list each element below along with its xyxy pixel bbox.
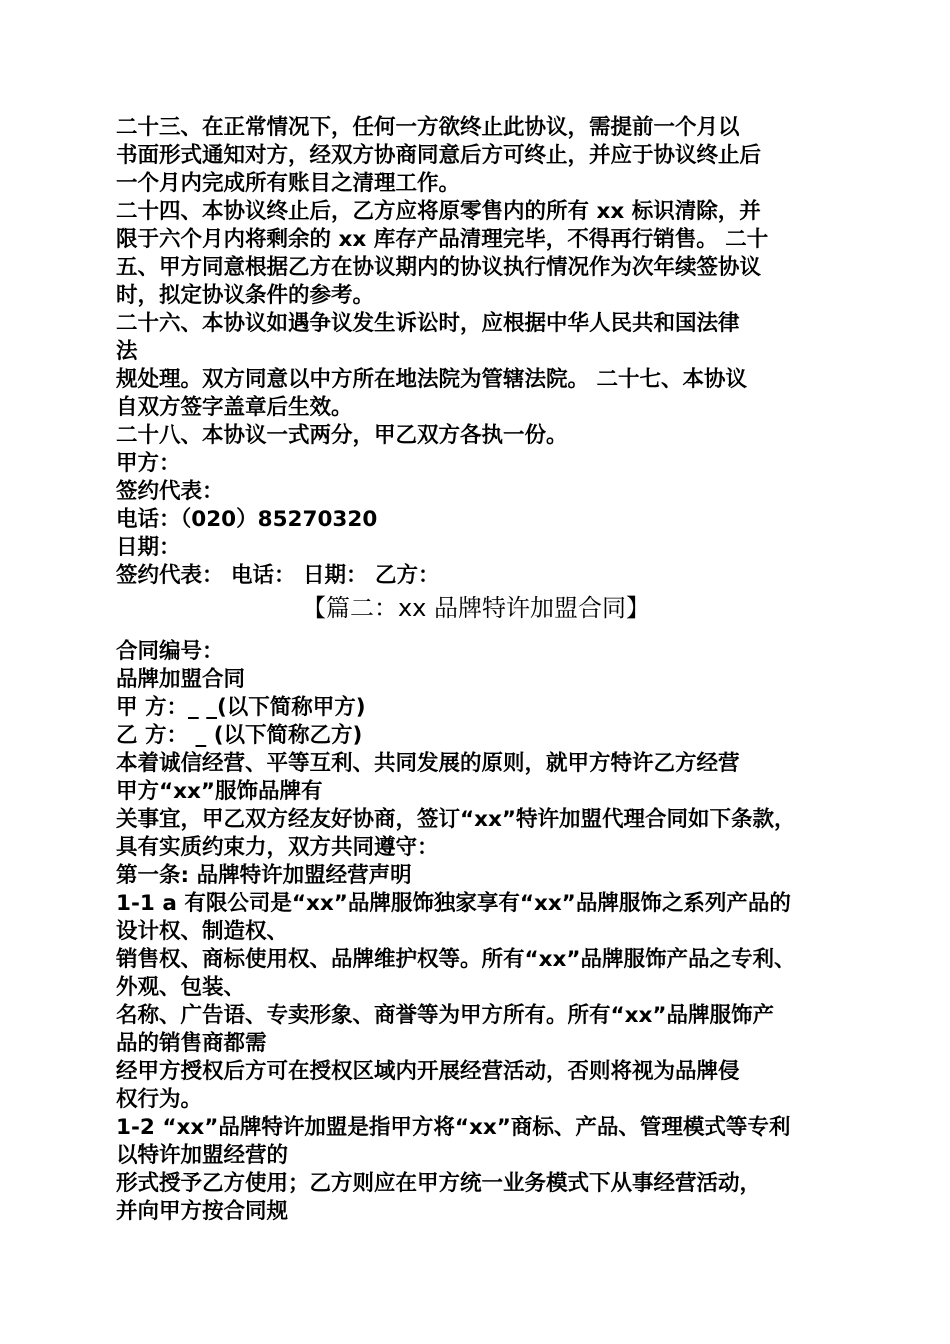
text-line: 1-1 a 有限公司是“xx”品牌服饰独家享有“xx”品牌服饰之系列产品的 — [116, 891, 791, 916]
text-line: 五、甲方同意根据乙方在协议期内的协议执行情况作为次年续签协议 — [116, 255, 762, 280]
text-line: 规处理。双方同意以中方所在地法院为管辖法院。 二十七、本协议 — [116, 367, 747, 392]
date-label: 日期： — [116, 535, 181, 560]
text-line: 具有实质约束力，双方共同遵守： — [116, 835, 439, 860]
text-line: 设计权、制造权、 — [116, 919, 289, 944]
text-line: 权行为。 — [116, 1087, 203, 1112]
contract-number-label: 合同编号： — [116, 639, 224, 664]
party-b-line: 乙 方： _ (以下简称乙方) — [116, 723, 363, 748]
signature-fields-line: 签约代表： 电话： 日期： 乙方： — [116, 563, 440, 588]
text-line: 书面形式通知对方，经双方协商同意后方可终止，并应于协议终止后 — [116, 143, 762, 168]
signing-representative-label: 签约代表： — [116, 479, 224, 504]
text-line: 并向甲方按合同规 — [116, 1199, 289, 1224]
text-line: 关事宜，甲乙双方经友好协商，签订“xx”特许加盟代理合同如下条款， — [116, 807, 796, 832]
text-line: 法 — [116, 339, 138, 364]
text-line: 二十三、在正常情况下，任何一方欲终止此协议，需提前一个月以 — [116, 115, 740, 140]
text-line: 以特许加盟经营的 — [116, 1143, 289, 1168]
text-line: 品的销售商都需 — [116, 1031, 267, 1056]
franchise-contract-section — [116, 638, 856, 1226]
contract-title: 品牌加盟合同 — [116, 667, 246, 692]
text-line: 本着诚信经营、平等互利、共同发展的原则，就甲方特许乙方经营 — [116, 751, 740, 776]
agreement-clauses-section — [116, 114, 856, 590]
text-line: 限于六个月内将剩余的 xx 库存产品清理完毕，不得再行销售。 二十 — [116, 227, 769, 252]
text-line: 自双方签字盖章后生效。 — [116, 395, 353, 420]
text-line: 二十四、本协议终止后，乙方应将原零售内的所有 xx 标识清除，并 — [116, 199, 761, 224]
section-heading: 【篇二：xx 品牌特许加盟合同】 — [301, 594, 651, 622]
text-line: 名称、广告语、专卖形象、商誉等为甲方所有。所有“xx”品牌服饰产 — [116, 1003, 774, 1028]
text-line: 一个月内完成所有账目之清理工作。 — [116, 171, 461, 196]
document-body — [116, 114, 856, 1226]
text-line: 经甲方授权后方可在授权区域内开展经营活动，否则将视为品牌侵 — [116, 1059, 740, 1084]
party-a-line: 甲 方：_ _(以下简称甲方) — [116, 695, 366, 720]
text-line: 时，拟定协议条件的参考。 — [116, 283, 375, 308]
text-line: 形式授予乙方使用；乙方则应在甲方统一业务模式下从事经营活动， — [116, 1171, 762, 1196]
party-a-label: 甲方： — [116, 451, 181, 476]
article-heading: 第一条: 品牌特许加盟经营声明 — [116, 863, 412, 888]
text-line: 1-2 “xx”品牌特许加盟是指甲方将“xx”商标、产品、管理模式等专利 — [116, 1115, 791, 1140]
text-line: 二十八、本协议一式两分，甲乙双方各执一份。 — [116, 423, 568, 448]
text-line: 甲方“xx”服饰品牌有 — [116, 779, 323, 804]
text-line: 二十六、本协议如遇争议发生诉讼时，应根据中华人民共和国法律 — [116, 311, 740, 336]
text-line: 外观、包装、 — [116, 975, 246, 1000]
phone-line: 电话：（020）85270320 — [116, 507, 378, 532]
text-line: 销售权、商标使用权、品牌维护权等。所有“xx”品牌服饰产品之专利、 — [116, 947, 796, 972]
